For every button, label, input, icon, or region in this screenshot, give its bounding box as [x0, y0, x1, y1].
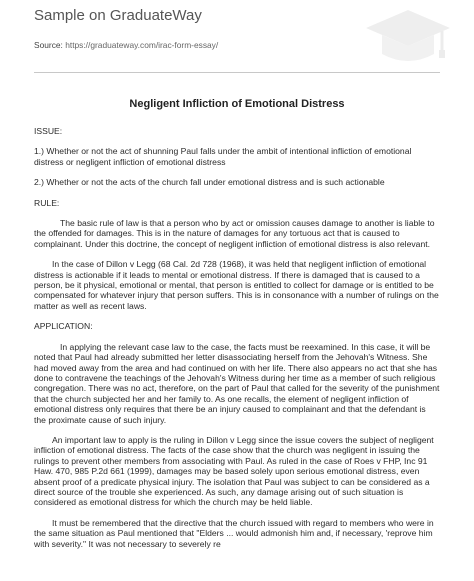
rule-heading: RULE:	[34, 197, 60, 208]
application-paragraph-2: An important law to apply is the ruling in Dillon v Legg since the issue covers the subject of negligent infliction of emotional distress. The facts of the case show that the church was negligent in issuing the rulings to prevent other members from associating with Paul. As ruled in the case of Roes v FHP, Inc 91 Haw. 470, 985 P.2d 661 (1999), damages may be based solely upon serious emotional distress, even absent proof of a predicate physical injury. The isolation that Paul was subject to can be considered as a direct source of the trouble she experienced. As such, any damage arising out of such situation is considered as emotional distress for which the church may be held liable.	[34, 434, 434, 508]
issue-heading: ISSUE:	[34, 126, 63, 136]
document-title: Negligent Infliction of Emotional Distress	[129, 98, 345, 110]
graduation-cap-icon	[356, 6, 456, 68]
rule-paragraph-2: In the case of Dillon v Legg (68 Cal. 2d 728 (1968), it was held that negligent infliction of emotional distress is actionable if it leads to mental or emotional distress. If there is damaged that is caused to a person, be it physical, emotional or mental, that person is entitled to collect for damage or is entitled to be compensated for whatever injury that person suffers. This is in consonance with a number of rulings on the matter as well as recent laws.	[34, 259, 439, 311]
rule-paragraph-1: The basic rule of law is that a person who by act or omission causes damage to another is liable to the offended for damages. This is in the nature of damages for any tortuous act that is caused to complainant. Under this doctrine, the concept of negligent infliction of emotional distress is also relevant.	[34, 218, 435, 249]
source-link[interactable]: https://graduateway.com/irac-form-essay/	[65, 40, 219, 50]
issue-2: 2.) Whether or not the acts of the church fall under emotional distress and is such actionable	[34, 177, 385, 188]
source-line	[34, 40, 218, 50]
application-paragraph-1: In applying the relevant case law to the case, the facts must be reexamined. In this case, it will be noted that Paul had already submitted her letter disassociating herself from the Jehovah's Witness. She had moved away from the area and had continued on with her life. There also appears no act that she has done to contravene the teachings of the Jehovah's Witness during her time as a member of such religious congregation. There was no act, therefore, on the part of Paul that called for the severity of the punishment that the church subjected her and her family to. As one recalls, the element of negligent infliction of emotional distress only requires that there be an injury caused to complainant and that the defendant is the proximate cause of such injury.	[34, 341, 440, 425]
issue-1: 1.) Whether or not the act of shunning Paul falls under the ambit of intentional infliction of emotional distress or negligent infliction of emotional distress	[34, 146, 412, 167]
source-label: Source:	[34, 40, 63, 50]
page-header	[0, 0, 474, 74]
document-body	[34, 126, 440, 559]
application-heading: APPLICATION:	[34, 321, 93, 332]
header-divider	[34, 72, 440, 73]
application-paragraph-3: It must be remembered that the directive that the church issued with regard to members who were in the same situation as Paul mentioned that "Elders ... would admonish him and, if necessary, 'reprove him with severity." It was not necessary to severely re	[34, 517, 434, 549]
site-title: Sample on GraduateWay	[34, 7, 202, 24]
